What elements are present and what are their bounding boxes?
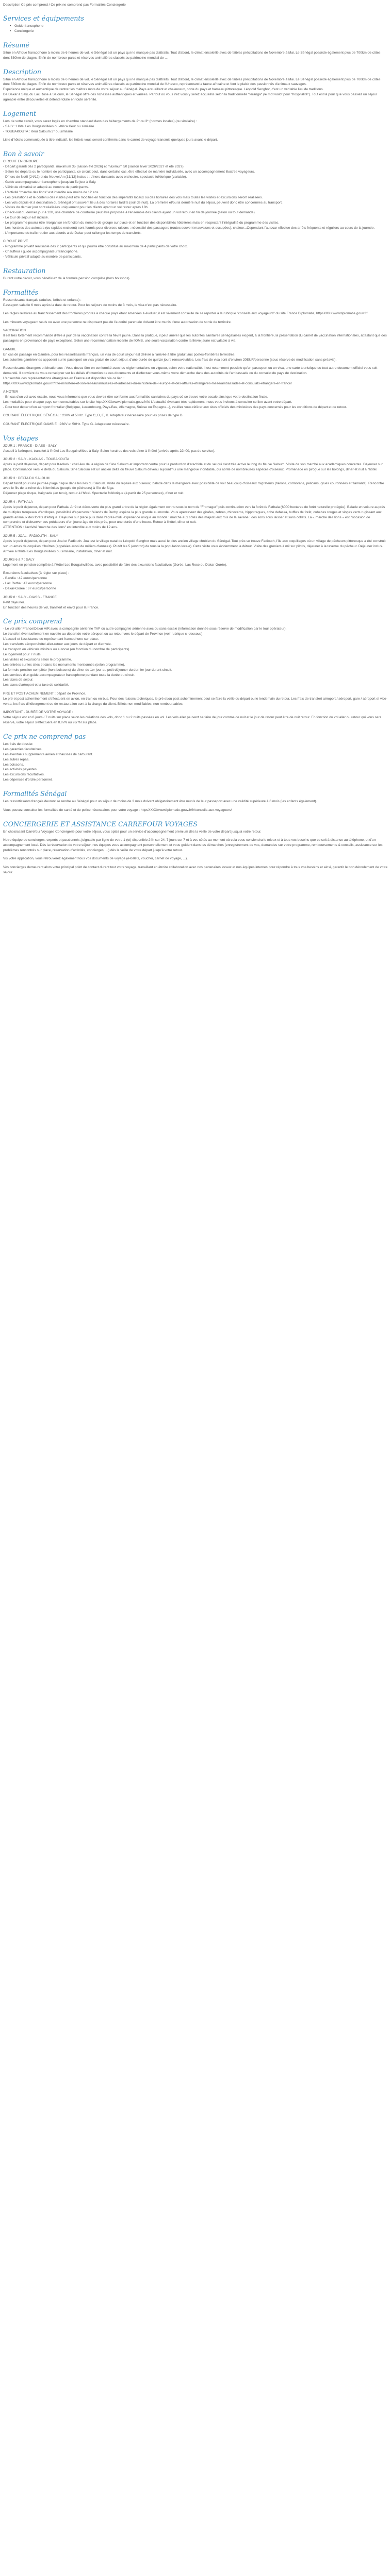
text-block: Durant votre circuit, vous bénéficiez de la formule pension complète (hors boissons). bbox=[3, 277, 131, 281]
section-title: Formalités bbox=[3, 289, 39, 296]
text-block: Le transfert éventuellement en navette au départ de votre aéroport ou au retour vers le départ de Province (voir rubrique ci-dessous). bbox=[3, 632, 204, 636]
section-exclus bbox=[3, 733, 388, 783]
section-voyage bbox=[3, 435, 388, 611]
section-title: Résumé bbox=[3, 41, 29, 49]
text-block: - Le programme pourra être réorganisé en fonction du nombre de groupe sur place et en fonction des disponibilités hôtelières mais en respectant l'intégralité du programme des visites. bbox=[3, 221, 280, 225]
section-title: Ce prix comprend bbox=[3, 617, 62, 625]
text-block: CIRCUIT PRIVÉ bbox=[3, 240, 28, 244]
text-block: JOUR 4 : FATHALA bbox=[3, 500, 33, 504]
text-block: - Le vol aller France/Dakar A/R avec la compagnie aérienne TAP ou autre compagnie aérienne avec ou sans escale (information donnée sous réserve de modification par le tour opérateur). bbox=[3, 627, 287, 631]
text-block: CIRCUIT EN GROUPE bbox=[3, 160, 39, 164]
text-block: - Le tour de séjour est inclusé. bbox=[3, 216, 49, 220]
text-block: - Chauffeur / guide accompagnateur francophone. bbox=[3, 250, 78, 254]
text-block: - SALY : Hôtel Les Bougainvillées ou Africa Keur ou similaire. bbox=[3, 124, 95, 128]
text-block: - Véhicule climatisé et adapté au nombre de participants. bbox=[3, 185, 89, 189]
text-block: Les activités payantes. bbox=[3, 768, 38, 772]
text-block: JOUR 2 : SALY - KAOLAK - TOUBAKOUTA bbox=[3, 457, 70, 462]
section-conciergerie bbox=[3, 821, 388, 875]
text-block: - TOUBAKOUTA : Keur Saloum 3* ou similaire bbox=[3, 129, 73, 133]
text-block: Déjeuner plage risque, baignade (en tenu), retour à l'hôtel. Spectacle folklorique (à partir de 25 personnes), dîner et nuit. bbox=[3, 492, 185, 496]
text-block: - Pour tout départ d'un aéroport frontalier (Belgique, Luxembourg, Pays-Bas, Allemagne, Suisse ou Espagne...), veuillez vous référer aux sites officiels des ministères des pays concernés pour les conditions de départ et de retour. bbox=[3, 405, 347, 409]
section-description bbox=[3, 69, 388, 103]
text-block: - Bandia : 42 euros/personne bbox=[3, 577, 47, 581]
text-block: Les visites et excursions selon le programme. bbox=[3, 657, 72, 662]
text-block: Les ressortissants français devront se rendre au Sénégal pour un séjour de moins de 3 mois doivent obligatoirement être munis de leur passeport avec une validité supérieure à 6 mois (les enfants également). bbox=[3, 800, 317, 804]
text-block: - En cas d'un vol avec escale, nous vous informons que vous devrez être conforme aux formalités sanitaires du pays où se trouve votre escale ainsi que votre destination finale. bbox=[3, 395, 268, 399]
bullet-list bbox=[3, 24, 388, 34]
text-block: - Guide accompagnateur francophone jusqu'au 5e jour à Saly. bbox=[3, 180, 96, 184]
text-block: JOUR 5 : JOAL - FADIOUTH - SALY bbox=[3, 534, 58, 538]
text-block: Situé en Afrique francophone à moins de 6 heures de vol, le Sénégal est un pays qui ne manque pas d'attraits. Tout d'abord, le climat ensoleillé avec de faibles précipitations de Novembre à Mai. Le Sénégal possède également plus de 700km de côtes dont 530km de plages. Enfin de nombreux parcs et réserves animalières classés au patrimoine mondial de ... bbox=[3, 50, 381, 60]
section-title: Ce prix ne comprend pas bbox=[3, 732, 86, 740]
text-block: JOUR 1 : FRANCE - DIASS - SALY bbox=[3, 444, 57, 448]
section-title: Logement bbox=[3, 110, 37, 118]
text-block: Après le petit déjeuner, départ pour Kaolack : chef-lieu de la région de Sine Saloum et important centre pour la production d'arachide et du sel qui s'est très active le long du fleuve Saloum. Visite de son marché aux académiques couvertes. Déjeuner sur place. Continuation vers le delta du Saloum. Sine Saloum est un ancien delta du fleuve Saloum devenu aujourd'hui une mangrove inondable, qui abrite de nombreuses espèces d'oiseaux. Promenade en pirogue sur les bolongs, dîner et nuit à l'hôtel. bbox=[3, 463, 383, 472]
text-block: - L'importance du trafic routier aux abords a de Dakar peut rallonger les temps de transferts. bbox=[3, 231, 142, 235]
section-resume bbox=[3, 42, 388, 61]
text-block: - Visites du dernier jour sont réalisées uniquement pour les clients ayant un vol retour après 18h. bbox=[3, 206, 149, 210]
text-block: Les taxes de séjour. bbox=[3, 678, 34, 682]
text-block: Passeport valable 6 mois après la date de retour. Pour les séjours de moins de 3 mois, le visa n'est pas nécessaire. bbox=[3, 303, 177, 307]
section-title: Services et équipements bbox=[3, 14, 84, 22]
text-block: Les frais de dossier. bbox=[3, 742, 34, 746]
section-logement bbox=[3, 110, 388, 143]
text-block: Votre séjour est en 8 jours / 7 nuits sur place selon les créations des vols, donc 1 ou 2 nuits passées en vol. Les vols aller peuvent se faire de jour comme de nuit et le jour de retour peut être de nuit retour. En fonction du vol aller ou retour qui vous sera réservé, votre séjour s'effectuera en 8J/7N ou 9J/7N sur place. bbox=[3, 716, 382, 724]
text-block: COURANT ÉLECTRIQUE GAMBIE : 230V et 50Hz. Type G. Adaptateur nécessaire. bbox=[3, 422, 130, 426]
text-block: - Départ garanti dès 2 participants, maximum 35 (saison été 2026) et maximum 50 (saison hiver 2026/2027 et été 2027). bbox=[3, 165, 185, 169]
text-block: En choisissant Carrefour Voyages Conciergerie pour votre séjour, vous optez pour un service d'accompagnement premium dès la veille de votre départ jusqu'à votre retour. bbox=[3, 829, 262, 834]
text-block: JOUR 3 : DELTA DU SALOUM bbox=[3, 476, 50, 480]
text-block: Excursions facultatives (à régler sur place) : bbox=[3, 571, 69, 575]
text-block: Les entrées sur les sites et dans les monuments mentionnés (selon programme). bbox=[3, 663, 125, 667]
text-block: - Les prestations et le contenu des visites peut être modifiés en fonction des impératifs locaux ou des horaires des vols mais toutes les visites et excursions seront réalisées. bbox=[3, 195, 263, 199]
text-block: PRÉ ET POST ACHEMINEMENT : départ de Province. bbox=[3, 691, 86, 696]
section-restauration bbox=[3, 267, 388, 281]
text-block: - Les vols depuis et à destination du Sénégal ont souvent lieu à des horaires tardifs (soir de nuit). La première et/ou la dernière nuit du séjour, peuvent donc être concernées au transport. bbox=[3, 200, 283, 205]
text-block: - Programme privatif réalisable dès 2 participants et qui pourra être constitué au maximum de 4 participants de votre choix. bbox=[3, 245, 188, 249]
text-block: Accueil à l'aéroport, transfert à l'hôtel Les Bougainvillées à Saly. Selon horaires des vols dîner à l'hôtel (arrivée après 22h00, pas de service). bbox=[3, 449, 215, 453]
text-block: IMPORTANT - DURÉE DE VOTRE VOYAGE : bbox=[3, 710, 73, 715]
text-block: Départ tardif pour une journée plage risque dans les îles du Saloum. Visite du repaire aux oiseaux, balade dans la mangrove avec possibilité de voir beaucoup d'oiseaux migrateurs (hérons, cormorans, pélicans, grues couronnées et flamants). Rencontre avec le fils de la reine des Niominkas (peuple de pêcheurs) à l'île de Siga. bbox=[3, 481, 384, 490]
section-title: Restauration bbox=[3, 267, 46, 275]
text-block: Petit déjeuner. bbox=[3, 600, 25, 604]
text-block: Lors de votre circuit, vous serez logés en chambre standard dans des hébergements de 2* ou 3* (normes locales) (ou similaire) : bbox=[3, 120, 197, 124]
text-block: JOUR 8 : SALY - DIASS - FRANCE bbox=[3, 595, 57, 599]
text-block: En cas de passage en Gambie, pour les ressortissants français, un visa de court séjour est délivré à l'arrivée à titre gratuit aux postes-frontières terrestres. bbox=[3, 352, 236, 357]
text-block: - Dakar-Gorée : 67 euros/personne bbox=[3, 587, 56, 591]
list-item: • Conciergerie bbox=[14, 29, 388, 34]
text-block: Le logement pour 7 nuits. bbox=[3, 652, 42, 656]
page bbox=[0, 0, 391, 886]
list-item: • Guide francophone bbox=[14, 24, 388, 29]
text-block: VACCINATION bbox=[3, 329, 26, 333]
text-block: Les mineurs voyageant seuls ou avec une personne ne disposant pas de l'autorité parentale doivent être munis d'une autorisation de sortie de territoire. bbox=[3, 320, 232, 324]
section-formalites bbox=[3, 289, 388, 427]
text-block: COURANT ÉLECTRIQUE SÉNÉGAL : 230V et 50Hz. Type C, D, E, K. Adaptateur nécessaire pour les prises de type D. bbox=[3, 414, 184, 418]
text-block: - Véhicule privatif adapté au nombre de participants. bbox=[3, 255, 82, 259]
text-block: Liste d'hôtels communiquée à titre indicatif, les hôtels vous seront confirmés dans le carnet de voyage transmis quelques jours avant le départ. bbox=[3, 138, 218, 142]
top-nav-text: Description Ce prix comprend / Ce prix ne comprend pas Formalités Conciergerie bbox=[3, 3, 126, 7]
text-block: Les excursions facultatives. bbox=[3, 773, 45, 777]
text-block: Il est très fortement recommandé d'être à jour de la vaccination contre la fièvre jaune. Dans la pratique, il peut arriver que les autorités sanitaires sénégalaises exigent, à la frontière, la présentation du carnet de vaccination internationales, attestant que des passagers en provenance de pays exceptions. Selon une recommandation récente de l'OMS, une seule vaccination contre la fièvre jaune est valable à vie. bbox=[3, 334, 387, 343]
text-block: Les autorités gambiennes apposent sur le passeport un visa gratuit de court séjour, d'une durée de quinze jours renouvelables. Les frais de visa sont d'environ 20EUR/personne (sous réserve de modification sans préavis). bbox=[3, 358, 337, 362]
text-block: Les taxes d'aéroport et la taxe de solidarité. bbox=[3, 683, 69, 687]
section-title: Description bbox=[3, 67, 41, 76]
text-block: Après le petit déjeuner, départ pour Fathala. Arrêt et découverte du plus grand arbre de la région également connu sous le nom de "Fromager" puis continuation vers la forêt de Fathala (6000 hectares de forêt naturelle protégée). Balade en voiture auprès de multiples troupeaux d'antilopes, possibilité d'apercevoir l'élands de Derby, espèce la plus grande au monde. Vous apercevrez des girafes, zèbres, rhinocéros, hippotragues, cobe defassa, buffles de forêt, cobebes rouges et singes verts rugissant aux grands animaux des forêts d'Afrique. Déjeuner sur place puis dans l'après-midi, expérience unique au monde : marche aux côtés des majestueux rois de la savane : des lions sous laisser et sans collets. La « marche des lions » est l'occasion de comprendre et d'observer ces prédateurs d'un jeune âge de très près, pour une durée d'une heure. Retour à l'hôtel, dîner et nuit. bbox=[3, 505, 385, 524]
text-block: A NOTER bbox=[3, 390, 18, 394]
text-block: Le transport en véhicule minibus ou autocar (en fonction du nombre de participants). bbox=[3, 648, 131, 652]
section-programme bbox=[3, 150, 388, 260]
text-block: En fonction des heures de vol, transfert et envol pour la France. bbox=[3, 605, 99, 609]
text-block: Les transferts aéroport/hôtel aller-retour aux jours de départ et d'arrivée. bbox=[3, 642, 112, 647]
text-block: Le pré et post acheminement s'effectuent en avion, en train ou en bus. Pour des raisons techniques, le pré et/ou post acheminement peut se faire la veille du départ ou le lendemain du retour. Les frais de transfert aéroport / aéroport, gare / aéroport et vice-versa, les frais d'hébergement ou de restauration sont à la charge du client. Billets non modifiables, non remboursables. bbox=[3, 697, 387, 706]
text-block: Logement en pension complète à l'Hôtel Les Bougainvillées, avec possibilité de faire des excursions facultatives (Gorée, Lac Rose ou Dakar-Gorée). bbox=[3, 563, 227, 567]
text-block: ATTENTION : l'activité "marche des lions" est interdite aux moins de 12 ans. bbox=[3, 526, 118, 530]
text-block: - Dîners de Noël (24/12) et du Nouvel An (31/12) inclus : : dîners dansants avec orchestre, spectacle folklorique (variable). bbox=[3, 175, 187, 179]
text-block: L'ensemble des représentations étrangères en France est disponible via ce lien : bbox=[3, 376, 125, 380]
text-block: Vis votre application, vous retrouverez également tous vos documents de voyage (e-billets, voucher, carnet de voyage, ...). bbox=[3, 857, 188, 861]
text-block: - Selon les départs ou le nombre de participants, ce circuit peut, dans certains cas, être effectué de manière individuelle, avec un accompagnement illustres voyageurs. bbox=[3, 170, 255, 174]
text-block: L'accueil et l'assistance du représentant francophone sur place. bbox=[3, 637, 99, 641]
text-block: Situé en Afrique francophone à moins de 6 heures de vol, le Sénégal est un pays qui ne manque pas d'attraits. Tout d'abord, le climat ensoleillé avec de faibles précipitations de Novembre à Mai. Le Sénégal possède également plus de 700km de côtes dont 530km de plages. Enfin de nombreux parcs et réserves animalières classés au patrimoine mondial de l'Unesco, représentant la faune africaine et font le plaisir des passionnés d'animaux sauvages. bbox=[3, 77, 381, 87]
text-block: Les boissons. bbox=[3, 762, 24, 767]
text-block: Les garanties facultatives. bbox=[3, 747, 43, 751]
text-block: Les services d'un guide accompagnateur francophone pendant toute la durée du circuit. bbox=[3, 673, 136, 677]
text-block: Les éventuels suppléments aérien et hausses de carburant. bbox=[3, 752, 93, 756]
text-block: GAMBIE bbox=[3, 347, 17, 351]
text-block: Les modalités pour chaque pays sont consultables sur le site httpsXXXXwwwdiplomatie.gouv.fr/fr/ L'actualité évoluant très rapidement, nous vous invitons à consulter ce lien avant votre départ. bbox=[3, 400, 292, 404]
section-title: Formalités Sénégal bbox=[3, 790, 67, 798]
text-block: De Dakar à Saly, du Lac Rose à Saloum, le Sénégal offre des richesses authentiques et variées. Partout où vous irez vous y serez accueillis selon la traditionnelle "teranga" (le mot wolof pour "hospitalité"). Tout est là pour que vous passiez un séjour agréable entre découvertes et détente totale en toute sérénité. bbox=[3, 93, 378, 102]
section-services bbox=[3, 15, 388, 34]
text-block: La formule pension complète (hors boissons) du dîner du 1er jour au petit déjeuner du dernier jour durant circuit. bbox=[3, 668, 172, 672]
section-title: Bon à savoir bbox=[3, 150, 44, 158]
text-block: Expérience unique et authentique de rentrer les maîtres mots de votre séjour au Sénégal. Pays accueillant et chaleureux, porte du pays et hameau pittoresque. Léopold Senghor, c'est un véritable lieu de traditions. bbox=[3, 88, 324, 92]
text-block: - Les horaires des autocars (ou rapides excluent) sont fournis pour diverses raisons : nécessité des passagers (routes souvent mauvaises et occupées), chaleur...Cependant l'autocar effectue des arrêts fréquents et réguliers au cours de la journée. bbox=[3, 226, 375, 230]
text-block: Vous pouvez consulter les formalités de santé et de police nécessaires pour votre voyage : httpsXXXXwwwdiplomatie.gouv.fr/fr/conseils-aux-voyageurs/ bbox=[3, 808, 232, 812]
text-block: Après le petit déjeuner, départ pour Joal et Fadiouth. Joal est le village natal de Léopold Senghor mais aussi le plus ancien village chrétien du Sénégal. Tout près se trouve Fadiouth, l'île aux coquillages où un village de pêcheurs pittoresque a été construit sur un amas de coquilles d'huîtres (appelées aussi de milliers d'années). Plutôt les 5 (environ) de tous la la population locale). Cette visite vous évidemment la détour. Visite des greniers à mil sur pilotis, déjeuner à la taverne du pêcheur. Déjeuner inclus. Arrivée à l'hôtel Les Bougainvillées ou similaire, installation, dîner et nuit. bbox=[3, 539, 386, 553]
text-block: - Lac Retba : 47 euros/personne bbox=[3, 582, 52, 586]
text-block: JOURS 6 à 7 : SALY bbox=[3, 558, 35, 562]
section-inclus bbox=[3, 618, 388, 725]
text-block: Ressortissants français (adultes, bébés et enfants) : bbox=[3, 298, 82, 302]
content-sections bbox=[3, 15, 388, 875]
text-block: Les dépenses d'ordre personnel. bbox=[3, 778, 53, 782]
text-block: - Check-out du dernier jour à 12h, une chambre de courtoisie peut être proposée à l'ensemble des clients ayant un vol retour en fin de journée (selon ou tout demande). bbox=[3, 211, 256, 215]
text-block: Vos concierges demeurent alors votre principal point de contact durant tout votre voyage, travaillant en étroite collaboration avec nos partenaires locaux et nos équipes internes pour répondre à tous vos besoins et ainsi, garantir le bon déroulement de votre séjour. bbox=[3, 865, 388, 874]
text-block: httpsXXXXwwwdiplomatie.gouv.fr/fr/le-ministere-et-son-reseau/annuaires-et-adresses-du-ministere-de-l-europe-et-des-affaires-etrangeres-meae/ambassades-et-consulats-etrangers-en-france/ bbox=[3, 381, 292, 385]
section-formalites-senegal bbox=[3, 790, 388, 812]
section-title: CONCIERGERIE ET ASSISTANCE CARREFOUR VOYAGES bbox=[3, 820, 198, 828]
text-block: Les règles relatives au franchissement des frontières propres à chaque pays étant amenées à évoluer, il est vivement conseillé de se reporter à la rubrique "conseils aux voyageurs" du site France Diplomatie, httpsXXXXwwwdiplomatie.gouv.fr/ bbox=[3, 312, 368, 316]
text-block: - L'activité "marche des lions" est interdite aux moins de 12 ans. bbox=[3, 190, 100, 194]
text-block: Notre équipe de concierges, experts et passionnés, joignable par ligne de votre 1 (et) disponible 24h sur 24, 7 jours sur 7 et à vos côtés au moment où cela vous conviendra le mieux et à tous vos besoins que ce soit à distance au téléphone, et d'un accompagnement local. Dès la réservation de votre séjour, nos équipes vous accompagnent personnellement et vous guident dans les démarches (enregistrement de vos, demandes sur votre programme, remboursements & conseils, assistance sur les problèmes rencontrés sur place, réservation d'activités, concierges, ...) dès la veille de votre départ jusqu'à votre retour. bbox=[3, 838, 383, 852]
text-block: Les autres repas. bbox=[3, 757, 29, 761]
text-block: Ressortissants étrangers et binationaux : Vous devez être en conformité avec les réglementations en vigueur, selon votre nationalité. Il est notamment possible qu'un passeport ou un visa, une carte touristique ou tout autre document officiel vous soit demandé. Il convient de vous renseigner sur les délais d'obtention de ces documents et d'effectuer vous-même votre démarche dans des autorités de l'ambassade ou du consulat du pays de destination. bbox=[3, 366, 378, 375]
section-title: Vos étapes bbox=[3, 434, 38, 442]
